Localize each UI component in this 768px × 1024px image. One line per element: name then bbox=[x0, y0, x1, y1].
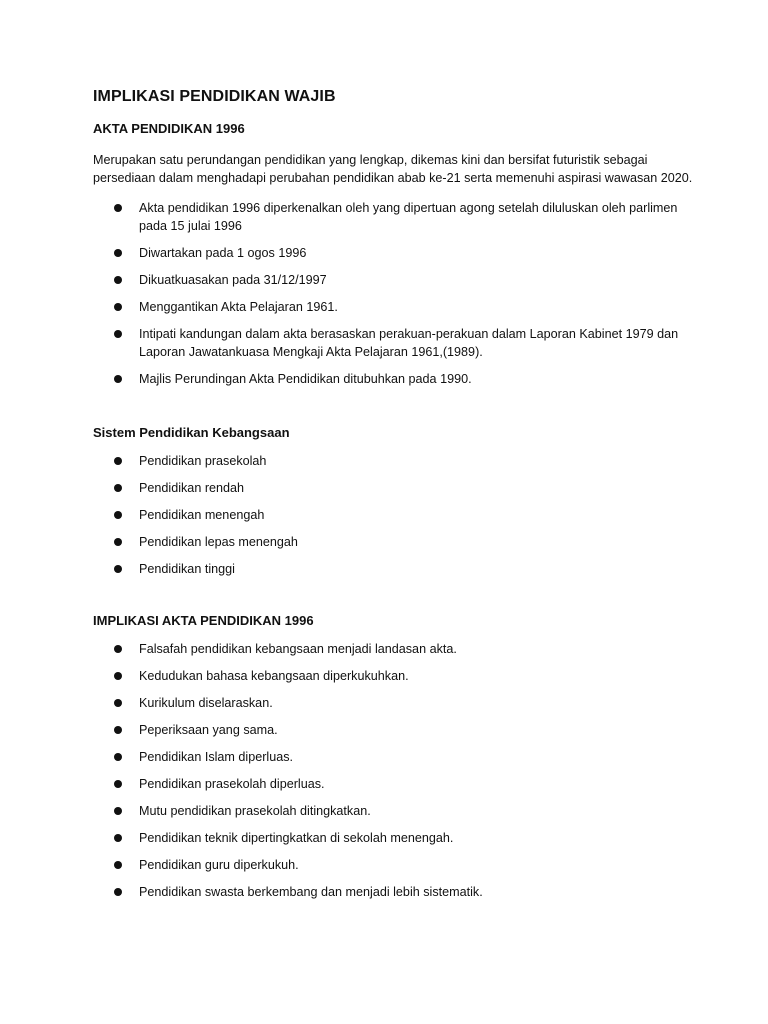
bullet-icon bbox=[114, 807, 122, 815]
list-item-text: Akta pendidikan 1996 diperkenalkan oleh yang dipertuan agong setelah diluluskan oleh parlimen pada 15 julai 1996 bbox=[139, 201, 678, 233]
bullet-icon bbox=[114, 672, 122, 680]
list-item bbox=[93, 560, 698, 578]
list-item-text: Pendidikan tinggi bbox=[139, 562, 235, 576]
bullet-icon bbox=[114, 276, 122, 284]
list-item-text: Kedudukan bahasa kebangsaan diperkukuhkan. bbox=[139, 669, 409, 683]
bullet-icon bbox=[114, 834, 122, 842]
list-item bbox=[93, 775, 698, 793]
list-item bbox=[93, 199, 698, 235]
bullet-icon bbox=[114, 303, 122, 311]
list-item-text: Falsafah pendidikan kebangsaan menjadi landasan akta. bbox=[139, 642, 457, 656]
bullet-icon bbox=[114, 753, 122, 761]
list-item-text: Pendidikan rendah bbox=[139, 481, 245, 495]
bullet-icon bbox=[114, 484, 122, 492]
section-heading-sistem: Sistem Pendidikan Kebangsaan bbox=[93, 425, 290, 440]
bullet-list-akta bbox=[93, 199, 698, 388]
list-item-text: Pendidikan teknik dipertingkatkan di sekolah menengah. bbox=[139, 831, 454, 845]
list-item bbox=[93, 748, 698, 766]
list-item bbox=[93, 721, 698, 739]
list-item bbox=[93, 533, 698, 551]
bullet-list-sistem bbox=[93, 452, 698, 578]
list-item-text: Intipati kandungan dalam akta berasaskan perakuan-perakuan dalam Laporan Kabinet 1979 dan Laporan Jawatankuasa Mengkaji Akta Pelajaran 1961,(1989). bbox=[139, 327, 679, 359]
list-item bbox=[93, 856, 698, 874]
list-item bbox=[93, 244, 698, 262]
section-heading-implikasi: IMPLIKASI AKTA PENDIDIKAN 1996 bbox=[93, 613, 314, 628]
list-item-text: Pendidikan guru diperkukuh. bbox=[139, 858, 299, 872]
list-item bbox=[93, 370, 698, 388]
list-item-text: Dikuatkuasakan pada 31/12/1997 bbox=[139, 273, 327, 287]
list-item-text: Majlis Perundingan Akta Pendidikan ditubuhkan pada 1990. bbox=[139, 372, 472, 386]
list-item-text: Pendidikan lepas menengah bbox=[139, 535, 298, 549]
bullet-icon bbox=[114, 565, 122, 573]
list-item-text: Diwartakan pada 1 ogos 1996 bbox=[139, 246, 307, 260]
list-item bbox=[93, 452, 698, 470]
list-item-text: Menggantikan Akta Pelajaran 1961. bbox=[139, 300, 338, 314]
list-item bbox=[93, 667, 698, 685]
bullet-icon bbox=[114, 780, 122, 788]
list-item-text: Pendidikan Islam diperluas. bbox=[139, 750, 294, 764]
bullet-icon bbox=[114, 249, 122, 257]
list-item-text: Mutu pendidikan prasekolah ditingkatkan. bbox=[139, 804, 371, 818]
bullet-icon bbox=[114, 538, 122, 546]
bullet-icon bbox=[114, 726, 122, 734]
bullet-icon bbox=[114, 457, 122, 465]
list-item-text: Peperiksaan yang sama. bbox=[139, 723, 278, 737]
list-item bbox=[93, 479, 698, 497]
list-item bbox=[93, 640, 698, 658]
list-item bbox=[93, 271, 698, 289]
section-paragraph-akta: Merupakan satu perundangan pendidikan yang lengkap, dikemas kini dan bersifat futuristik sebagai persediaan dalam menghadapi perubahan pendidikan abab ke-21 serta memenuhi aspirasi wawasan 2020. bbox=[93, 153, 693, 185]
bullet-icon bbox=[114, 861, 122, 869]
bullet-icon bbox=[114, 375, 122, 383]
bullet-icon bbox=[114, 645, 122, 653]
list-item bbox=[93, 325, 698, 361]
spacer bbox=[93, 587, 698, 613]
bullet-icon bbox=[114, 888, 122, 896]
bullet-list-implikasi bbox=[93, 640, 698, 901]
list-item bbox=[93, 506, 698, 524]
list-item bbox=[93, 298, 698, 316]
bullet-icon bbox=[114, 330, 122, 338]
section-heading-akta: AKTA PENDIDIKAN 1996 bbox=[93, 121, 245, 136]
list-item bbox=[93, 883, 698, 901]
list-item-text: Pendidikan swasta berkembang dan menjadi lebih sistematik. bbox=[139, 885, 483, 899]
list-item-text: Kurikulum diselaraskan. bbox=[139, 696, 273, 710]
list-item bbox=[93, 802, 698, 820]
bullet-icon bbox=[114, 699, 122, 707]
spacer bbox=[93, 397, 698, 425]
bullet-icon bbox=[114, 204, 122, 212]
list-item-text: Pendidikan menengah bbox=[139, 508, 265, 522]
list-item bbox=[93, 694, 698, 712]
list-item-text: Pendidikan prasekolah bbox=[139, 454, 267, 468]
document-title: IMPLIKASI PENDIDIKAN WAJIB bbox=[93, 88, 336, 105]
list-item bbox=[93, 829, 698, 847]
list-item-text: Pendidikan prasekolah diperluas. bbox=[139, 777, 325, 791]
bullet-icon bbox=[114, 511, 122, 519]
